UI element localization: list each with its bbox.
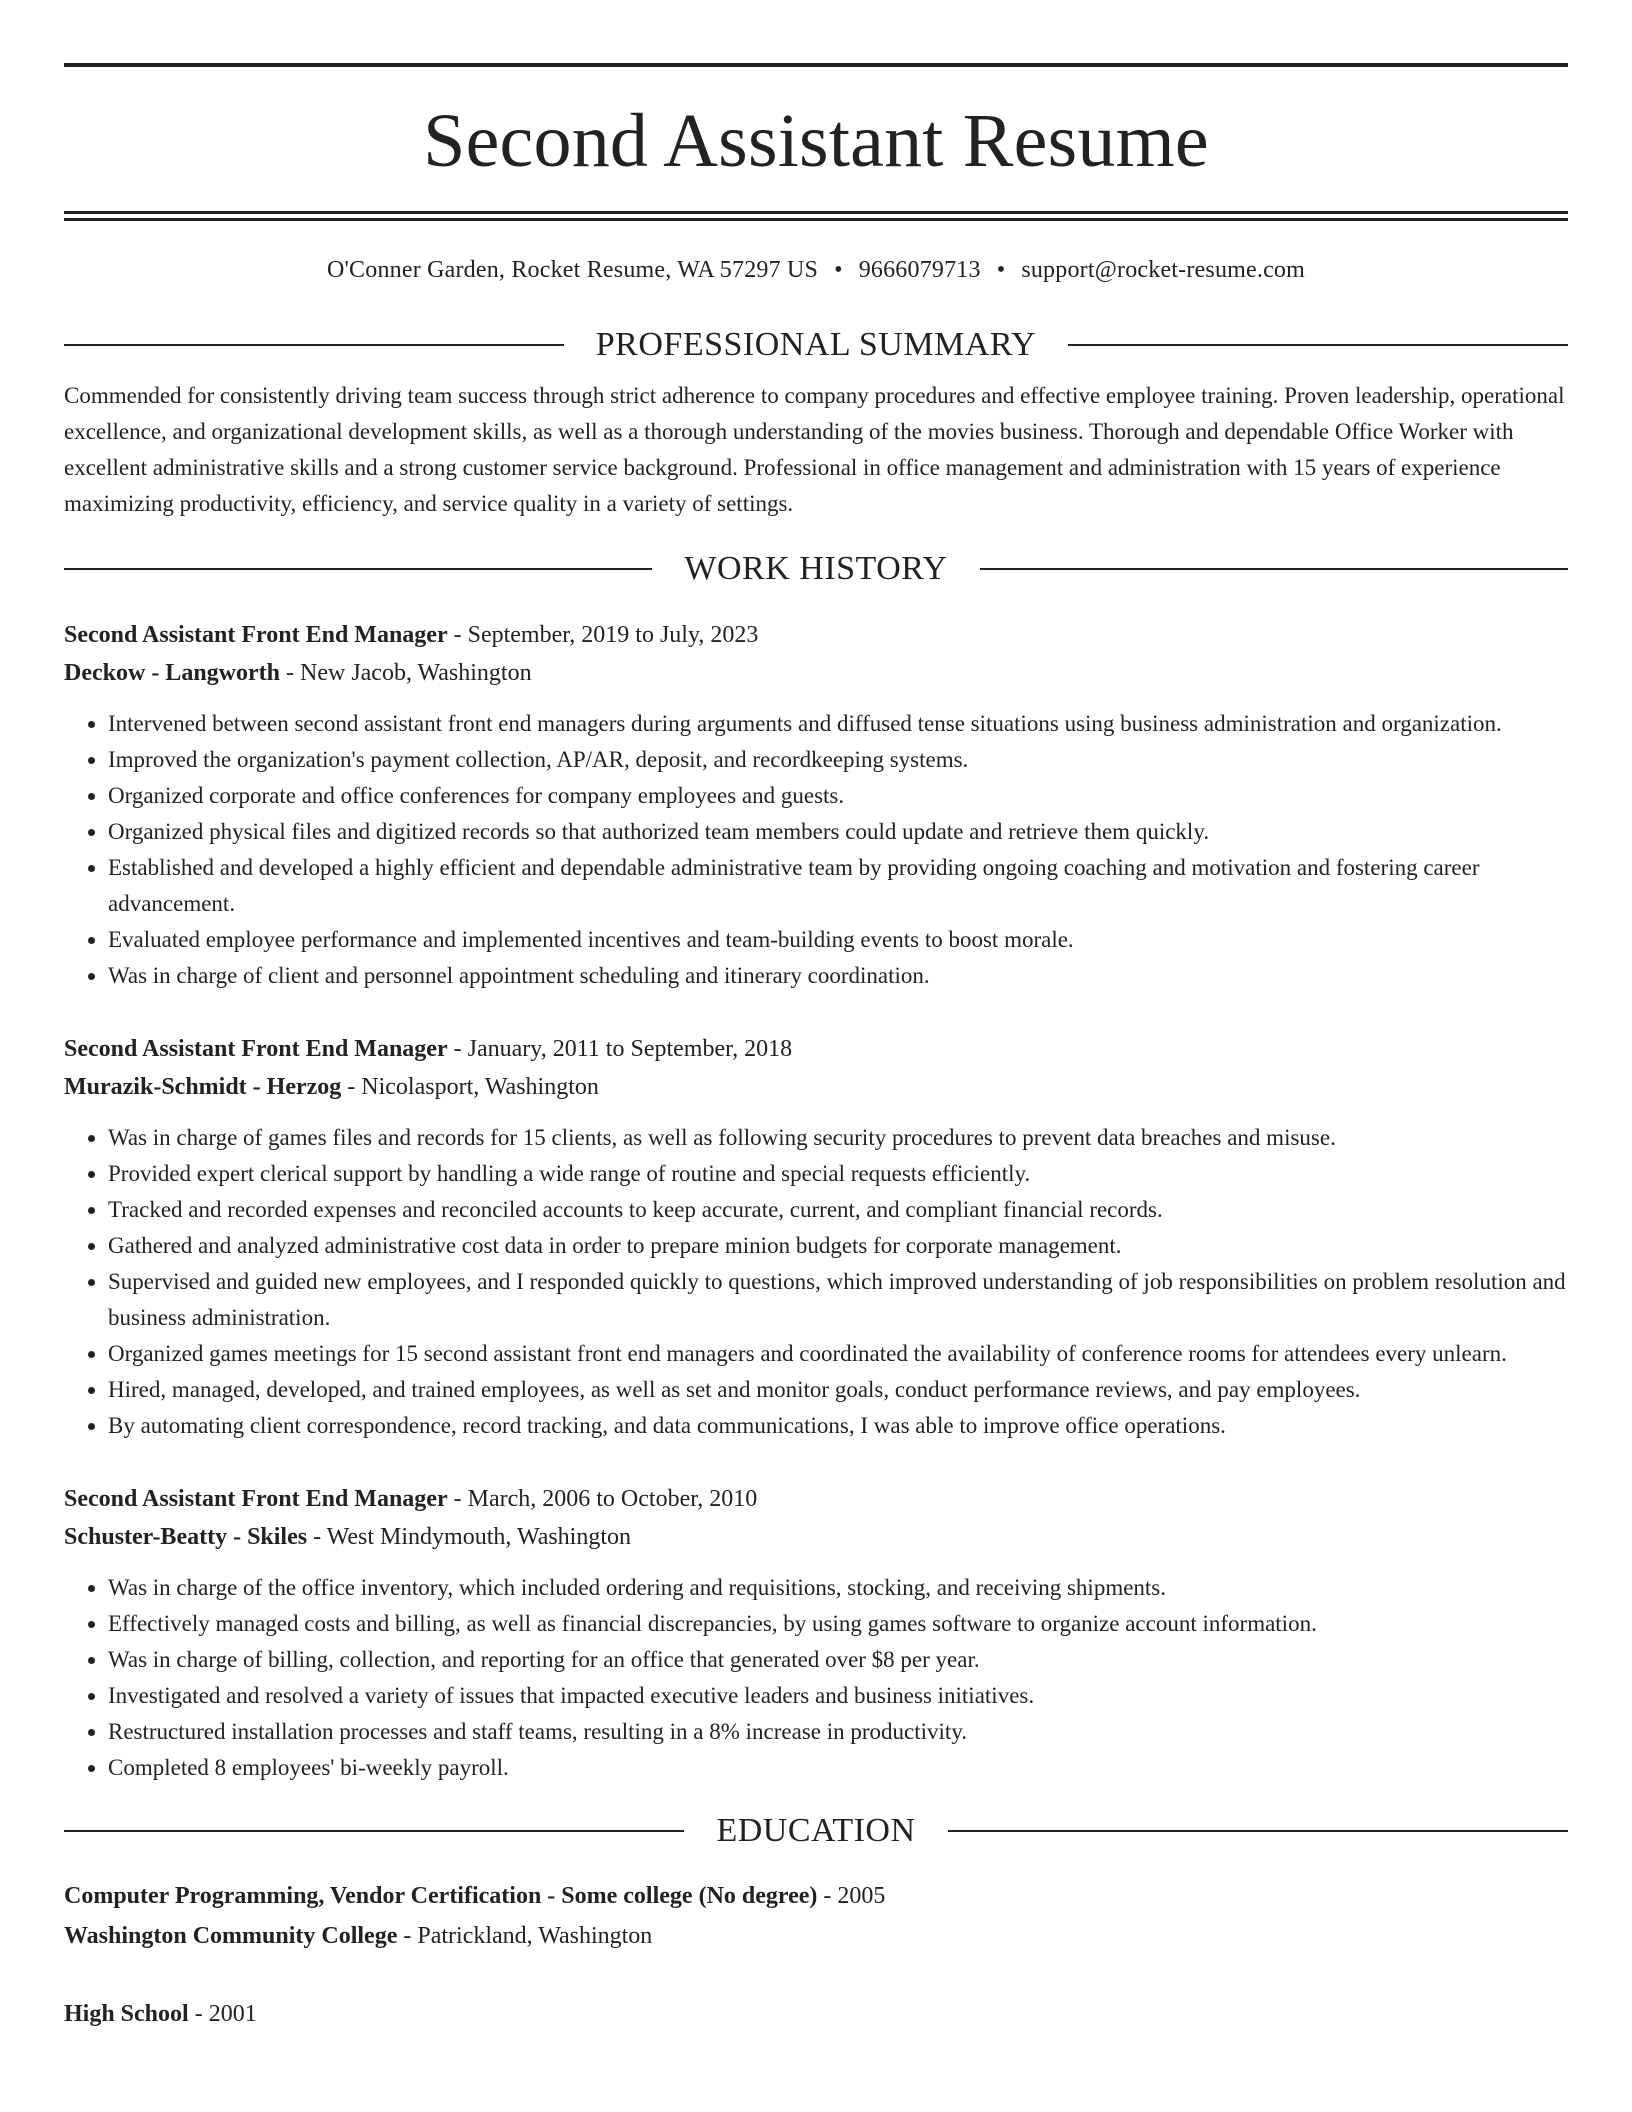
contact-email: support@rocket-resume.com bbox=[1021, 257, 1305, 283]
job-company: Schuster-Beatty - Skiles bbox=[64, 1524, 308, 1550]
job-entry bbox=[64, 1030, 1568, 1444]
job-duty-item: • Organized games meetings for 15 second assistant front end managers and coordinated the availability of conference rooms for attendees every unlearn. bbox=[108, 1336, 1568, 1372]
job-company-line: Deckow - Langworth - New Jacob, Washington bbox=[64, 660, 532, 686]
title-double-rule bbox=[64, 211, 1568, 221]
job-duties-list bbox=[64, 706, 1568, 994]
section-rule bbox=[64, 568, 652, 570]
section-header-work bbox=[64, 550, 1568, 588]
job-duty-item: • Evaluated employee performance and implemented incentives and team-building events to boost morale. bbox=[108, 922, 1568, 958]
job-dates: September, 2019 to July, 2023 bbox=[467, 622, 759, 648]
job-duty-item: • Hired, managed, developed, and trained employees, as well as set and monitor goals, conduct performance reviews, and pay employees. bbox=[108, 1372, 1568, 1408]
education-list bbox=[64, 1876, 1568, 2034]
section-title: WORK HISTORY bbox=[684, 550, 948, 587]
job-duty-item: • Restructured installation processes and staff teams, resulting in a 8% increase in productivity. bbox=[108, 1714, 1568, 1750]
job-duty-item: • By automating client correspondence, record tracking, and data communications, I was able to improve office operations. bbox=[108, 1408, 1568, 1444]
job-duty-item: • Completed 8 employees' bi-weekly payroll. bbox=[108, 1750, 1568, 1786]
job-company-line: Murazik-Schmidt - Herzog - Nicolasport, Washington bbox=[64, 1074, 599, 1100]
job-duties-list bbox=[64, 1120, 1568, 1444]
job-duties-list bbox=[64, 1570, 1568, 1786]
job-title-line: Second Assistant Front End Manager - January, 2011 to September, 2018 bbox=[64, 1036, 793, 1062]
section-rule bbox=[1068, 344, 1568, 346]
job-duty-item: • Was in charge of games files and records for 15 clients, as well as following security procedures to prevent data breaches and misuse. bbox=[108, 1120, 1568, 1156]
job-entry bbox=[64, 616, 1568, 994]
job-duty-item: • Improved the organization's payment collection, AP/AR, deposit, and recordkeeping systems. bbox=[108, 742, 1568, 778]
section-rule bbox=[948, 1830, 1568, 1832]
job-company-line: Schuster-Beatty - Skiles - West Mindymouth, Washington bbox=[64, 1524, 632, 1550]
page-title: Second Assistant Resume bbox=[423, 99, 1209, 183]
section-rule bbox=[64, 344, 564, 346]
job-company: Deckow - Langworth bbox=[64, 660, 280, 686]
job-duty-item: • Tracked and recorded expenses and reconciled accounts to keep accurate, current, and compliant financial records. bbox=[108, 1192, 1568, 1228]
section-header-education bbox=[64, 1812, 1568, 1850]
education-degree: High School bbox=[64, 2001, 189, 2027]
job-duty-item: • Organized corporate and office conferences for company employees and guests. bbox=[108, 778, 1568, 814]
contact-line bbox=[64, 257, 1568, 284]
education-location: Patrickland, Washington bbox=[417, 1923, 653, 1949]
job-dates: January, 2011 to September, 2018 bbox=[467, 1036, 793, 1062]
work-history-list bbox=[64, 616, 1568, 1786]
job-duty-item: • Established and developed a highly efficient and dependable administrative team by providing ongoing coaching and motivation and fostering career advancement. bbox=[108, 850, 1568, 922]
section-rule bbox=[980, 568, 1568, 570]
job-location: New Jacob, Washington bbox=[300, 660, 532, 686]
education-school-line: Washington Community College - Patrickland, Washington bbox=[64, 1923, 653, 1949]
education-year: 2001 bbox=[208, 2001, 257, 2027]
education-school: Washington Community College bbox=[64, 1923, 398, 1949]
job-title: Second Assistant Front End Manager bbox=[64, 622, 448, 648]
job-duty-item: • Supervised and guided new employees, and I responded quickly to questions, which improved understanding of job responsibilities on problem resolution and business administration. bbox=[108, 1264, 1568, 1336]
job-title: Second Assistant Front End Manager bbox=[64, 1486, 448, 1512]
job-duty-item: • Was in charge of billing, collection, and reporting for an office that generated over $8 per year. bbox=[108, 1642, 1568, 1678]
job-title: Second Assistant Front End Manager bbox=[64, 1036, 448, 1062]
job-company: Murazik-Schmidt - Herzog bbox=[64, 1074, 342, 1100]
education-degree: Computer Programming, Vendor Certification - Some college (No degree) bbox=[64, 1883, 818, 1909]
section-rule bbox=[64, 1830, 684, 1832]
job-location: West Mindymouth, Washington bbox=[326, 1524, 632, 1550]
education-degree-line: High School - 2001 bbox=[64, 2001, 257, 2027]
job-duty-item: • Organized physical files and digitized records so that authorized team members could update and retrieve them quickly. bbox=[108, 814, 1568, 850]
contact-phone: 9666079713 bbox=[858, 257, 981, 283]
education-degree-line: Computer Programming, Vendor Certification - Some college (No degree) - 2005 bbox=[64, 1883, 886, 1909]
education-year: 2005 bbox=[837, 1883, 886, 1909]
contact-address: O'Conner Garden, Rocket Resume, WA 57297 US bbox=[327, 257, 819, 283]
summary-paragraph: Commended for consistently driving team success through strict adherence to company procedures and effective employee training. Proven leadership, operational excellence, and organizational development skills, as well as a thorough understanding of the movies business. Thorough and dependable Office Worker with excellent administrative skills and a strong customer service background. Professional in office management and administration with 15 years of experience maximizing productivity, efficiency, and service quality in a variety of settings. bbox=[64, 383, 1565, 516]
job-duty-item: • Was in charge of the office inventory, which included ordering and requisitions, stocking, and receiving shipments. bbox=[108, 1570, 1568, 1606]
job-location: Nicolasport, Washington bbox=[361, 1074, 599, 1100]
section-title: EDUCATION bbox=[716, 1812, 916, 1849]
job-title-line: Second Assistant Front End Manager - September, 2019 to July, 2023 bbox=[64, 622, 759, 648]
job-duty-item: • Intervened between second assistant front end managers during arguments and diffused tense situations using business administration and organization. bbox=[108, 706, 1568, 742]
job-duty-item: • Effectively managed costs and billing, as well as financial discrepancies, by using games software to organize account information. bbox=[108, 1606, 1568, 1642]
job-duty-item: • Investigated and resolved a variety of issues that impacted executive leaders and business initiatives. bbox=[108, 1678, 1568, 1714]
job-duty-item: • Was in charge of client and personnel appointment scheduling and itinerary coordination. bbox=[108, 958, 1568, 994]
job-dates: March, 2006 to October, 2010 bbox=[467, 1486, 758, 1512]
job-duty-item: • Gathered and analyzed administrative cost data in order to prepare minion budgets for corporate management. bbox=[108, 1228, 1568, 1264]
contact-separator: • bbox=[834, 257, 843, 283]
contact-separator: • bbox=[996, 257, 1006, 283]
section-title: PROFESSIONAL SUMMARY bbox=[595, 326, 1037, 363]
job-entry bbox=[64, 1480, 1568, 1786]
job-duty-item: • Provided expert clerical support by handling a wide range of routine and special requests efficiently. bbox=[108, 1156, 1568, 1192]
top-rule bbox=[64, 63, 1568, 67]
section-header-summary bbox=[64, 326, 1568, 364]
job-title-line: Second Assistant Front End Manager - March, 2006 to October, 2010 bbox=[64, 1486, 758, 1512]
